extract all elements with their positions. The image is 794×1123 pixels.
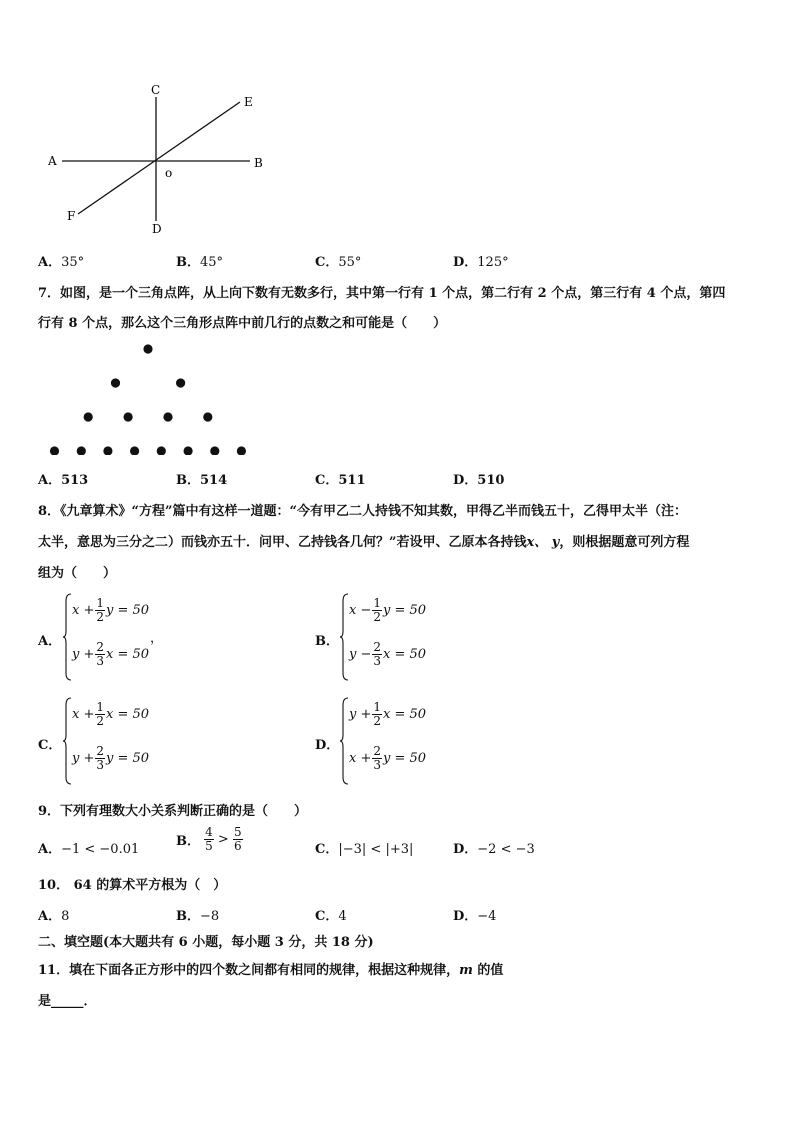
option-label: D．: [453, 909, 478, 924]
option-label: B．: [176, 255, 200, 270]
q10-option-b[interactable]: [176, 905, 219, 924]
lattice-dot: [130, 446, 139, 455]
equation-lhs: y −: [349, 647, 372, 662]
brace-icon: [339, 697, 349, 785]
equation-fraction: [372, 641, 382, 668]
lattice-dot: [210, 446, 219, 455]
option-text: 125°: [477, 255, 509, 270]
option-text: 35°: [61, 255, 85, 270]
q7-option-d[interactable]: [453, 469, 504, 488]
equation-1: [349, 597, 426, 624]
option-text: −2 < −3: [477, 842, 535, 857]
q8-option-d[interactable]: [315, 697, 515, 789]
lattice-dot: [163, 412, 172, 421]
option-label: A．: [38, 255, 62, 270]
brace-icon: [62, 593, 72, 681]
lattice-dot: [184, 446, 193, 455]
label-B: B: [254, 156, 263, 170]
option-label: D．: [453, 255, 478, 270]
q8-stem-line1: 8．《九章算术》“方程”篇中有这样一道题：“今有甲乙二人持钱不知其数，甲得乙半而钱五十，乙得甲太半（注：: [38, 504, 687, 519]
equation-rhs: x = 50: [383, 707, 427, 722]
option-label: A．: [38, 634, 62, 649]
denominator: 2: [373, 714, 382, 728]
equation-fraction: [95, 597, 105, 624]
lattice-dot: [124, 412, 133, 421]
q11-stem-text-tail: 的值: [472, 963, 504, 978]
option-label: C．: [38, 738, 62, 753]
equation-2: [349, 641, 426, 668]
equation-2: [349, 745, 426, 772]
equation-2: [72, 745, 149, 772]
numerator: 1: [96, 596, 104, 610]
q11-stem-line1: [38, 959, 503, 978]
q11-variable: m: [459, 963, 473, 978]
q7-option-b[interactable]: [176, 469, 227, 488]
lattice-dot: [176, 378, 185, 387]
equation-rhs: y = 50: [383, 751, 427, 766]
equation-rhs: y = 50: [106, 751, 150, 766]
lattice-dot: [111, 378, 120, 387]
equation-1: [72, 701, 149, 728]
q8-stem-line2: [38, 531, 689, 550]
comparison-operator: >: [217, 832, 229, 847]
equation-rhs: x = 50: [383, 647, 427, 662]
option-text: 4: [338, 909, 347, 924]
q11-stem-text: 11．填在下面各正方形中的四个数之间都有相同的规律，根据这种规律，: [38, 963, 460, 978]
numerator: 1: [373, 700, 382, 714]
denominator: 3: [373, 758, 381, 772]
numerator: 1: [373, 596, 381, 610]
numerator: 2: [373, 640, 382, 654]
q8-stem-line3: 组为（ ）: [38, 566, 117, 581]
q9-option-a[interactable]: [38, 838, 139, 857]
equation-lhs: x −: [349, 603, 372, 618]
denominator: 2: [96, 610, 104, 624]
numerator: 4: [205, 825, 213, 839]
label-F: F: [67, 209, 76, 223]
equation-2: [72, 641, 149, 668]
equation-fraction: [372, 701, 382, 728]
equation-fraction: [372, 745, 382, 772]
option-text: 45°: [200, 255, 224, 270]
option-text: −8: [200, 909, 220, 924]
denominator: 5: [205, 839, 213, 853]
lattice-dot: [84, 412, 93, 421]
equation-fraction: [372, 597, 382, 624]
option-text: 513: [61, 473, 89, 488]
equation-lhs: y +: [72, 751, 95, 766]
option-label: B．: [315, 634, 339, 649]
lattice-dot: [237, 446, 246, 455]
denominator: 2: [96, 714, 104, 728]
q8-stem-text: 太半，意思为三分之二）而钱亦五十．问甲、乙持钱各几何？”若设甲、乙原本各持钱: [38, 535, 527, 550]
q7-option-c[interactable]: [315, 469, 366, 488]
equation-fraction: [95, 641, 105, 668]
option-text: 8: [61, 909, 70, 924]
q8-variables: x、 y: [526, 535, 560, 550]
q10-option-c[interactable]: [315, 905, 347, 924]
lattice-dot: [103, 446, 112, 455]
denominator: 3: [96, 758, 105, 772]
label-A: A: [48, 154, 57, 168]
option-trailing-comma: ，: [150, 631, 164, 646]
option-text: |−3| < |+3|: [338, 842, 414, 857]
fraction-5-6: [233, 826, 243, 853]
option-label: B．: [176, 473, 200, 488]
option-text: 514: [200, 473, 228, 488]
brace-icon: [62, 697, 72, 785]
equation-lhs: x +: [349, 751, 372, 766]
lattice-dot: [203, 412, 212, 421]
numerator: 2: [373, 744, 381, 758]
option-text: −4: [477, 909, 497, 924]
q9-option-c[interactable]: [315, 838, 413, 857]
option-label: C．: [315, 255, 339, 270]
q6-option-a[interactable]: [38, 251, 84, 270]
equation-lhs: x +: [72, 603, 95, 618]
numerator: 1: [96, 700, 104, 714]
option-text: 55°: [338, 255, 362, 270]
option-text: 511: [338, 473, 366, 488]
equation-lhs: x +: [72, 707, 95, 722]
option-label: A．: [38, 842, 62, 857]
option-label: D．: [453, 842, 478, 857]
q9-option-b[interactable]: [176, 826, 243, 853]
label-C: C: [151, 83, 161, 97]
lattice-dot: [143, 344, 152, 353]
q10-option-a[interactable]: [38, 905, 69, 924]
q7-stem-line2: 行有 8 个点，那么这个三角形点阵中前几行的点数之和可能是（ ）: [38, 316, 447, 331]
denominator: 2: [373, 610, 381, 624]
q7-stem-line1: 7．如图，是一个三角点阵，从上向下数有无数多行，其中第一行有 1 个点，第二行有 2 个点，第三行有 4 个点，第四: [38, 286, 726, 301]
q6-option-b[interactable]: [176, 251, 223, 270]
lattice-dot: [50, 446, 59, 455]
lattice-dot: [157, 446, 166, 455]
equation-rhs: x = 50: [106, 647, 150, 662]
q9-option-d[interactable]: [453, 838, 535, 857]
numerator: 5: [233, 825, 242, 839]
q7-option-a[interactable]: [38, 469, 88, 488]
equation-fraction: [95, 745, 105, 772]
q10-option-d[interactable]: [453, 905, 496, 924]
denominator: 3: [373, 654, 382, 668]
section-heading-fill-blank: 二、填空题(本大题共有 6 小题，每小题 3 分，共 18 分): [38, 935, 374, 950]
equation-rhs: y = 50: [106, 603, 150, 618]
q9-stem: 9．下列有理数大小关系判断正确的是（ ）: [38, 804, 308, 819]
equation-fraction: [95, 701, 105, 728]
q8-stem-text-tail: ，则根据题意可列方程: [559, 535, 690, 550]
label-E: E: [244, 95, 253, 109]
label-D: D: [152, 222, 162, 236]
label-O: o: [165, 166, 173, 180]
denominator: 3: [96, 654, 105, 668]
q10-stem: 10． 64 的算术平方根为（ ）: [38, 878, 227, 893]
option-label: C．: [315, 909, 339, 924]
equation-rhs: y = 50: [383, 603, 427, 618]
q11-stem-line2: 是_____．: [38, 994, 97, 1009]
equation-1: [72, 597, 149, 624]
option-label: C．: [315, 473, 339, 488]
q6-option-c[interactable]: [315, 251, 361, 270]
option-label: B．: [176, 909, 200, 924]
fraction-4-5: [204, 826, 214, 853]
option-label: D．: [453, 473, 478, 488]
q8-option-a[interactable]: [38, 593, 238, 685]
equation-lhs: y +: [349, 707, 372, 722]
numerator: 2: [96, 744, 105, 758]
denominator: 6: [233, 839, 242, 853]
numerator: 2: [96, 640, 105, 654]
option-label: D．: [315, 738, 340, 753]
brace-icon: [339, 593, 349, 681]
option-text: 510: [477, 473, 505, 488]
angle-figure: [40, 80, 280, 240]
lattice-dot: [77, 446, 86, 455]
option-text: −1 < −0.01: [61, 842, 140, 857]
equation-rhs: x = 50: [106, 707, 150, 722]
option-label: B．: [176, 834, 200, 849]
q8-option-c[interactable]: [38, 697, 238, 789]
line-EF: [78, 102, 240, 214]
q8-option-b[interactable]: [315, 593, 515, 685]
equation-lhs: y +: [72, 647, 95, 662]
option-label: C．: [315, 842, 339, 857]
option-label: A．: [38, 473, 62, 488]
equation-1: [349, 701, 426, 728]
q6-option-d[interactable]: [453, 251, 509, 270]
triangle-dot-lattice: [40, 335, 260, 455]
option-label: A．: [38, 909, 62, 924]
